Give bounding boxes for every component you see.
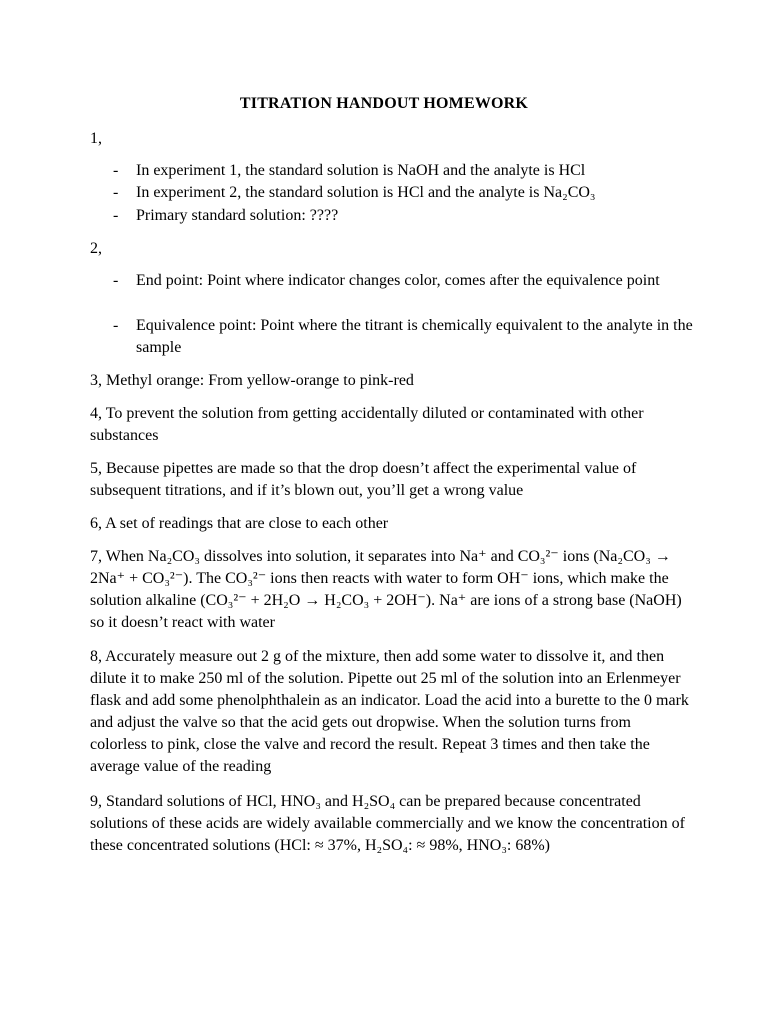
q9-paragraph: 9, Standard solutions of HCl, HNO₃ and H₂SO₄ can be prepared because concentrated solutions of these acids are widely available commercially and we know the concentration of these concentrated solutions (HCl: ≈ 37%, H₂SO₄: ≈ 98%, HNO₃: 68%) <box>90 793 685 854</box>
bullet-dash: - <box>113 272 119 289</box>
q6-paragraph: 6, A set of readings that are close to each other <box>90 515 389 532</box>
q1-bullet-1-text: In experiment 1, the standard solution is NaOH and the analyte is HCl <box>136 162 586 179</box>
bullet-dash: - <box>113 184 119 201</box>
q4-paragraph: 4, To prevent the solution from getting accidentally diluted or contaminated with other substances <box>90 405 644 444</box>
q3-paragraph: 3, Methyl orange: From yellow-orange to pink-red <box>90 372 414 389</box>
q1-bullet-2-text: In experiment 2, the standard solution is HCl and the analyte is Na₂CO₃ <box>136 184 596 201</box>
bullet-dash: - <box>113 162 119 179</box>
q1-bullet-3-text: Primary standard solution: ???? <box>136 207 339 224</box>
q8-paragraph: 8, Accurately measure out 2 g of the mixture, then add some water to dissolve it, and then dilute it to make 250 ml of the solution. Pipette out 25 ml of the solution into an Erlenmeyer flask and add some phenolphthalein as an indicator. Load the acid into a burette to the 0 mark and adjust the valve so that the acid gets out dropwise. When the solution turns from colorless to pink, close the valve and record the result. Repeat 3 times and then take the average value of the reading <box>90 648 689 775</box>
document-title: TITRATION HANDOUT HOMEWORK <box>239 95 529 112</box>
q7-paragraph: 7, When Na₂CO₃ dissolves into solution, it separates into Na⁺ and CO₃²⁻ ions (Na₂CO₃ → 2Na⁺ + CO₃²⁻). The CO₃²⁻ ions then reacts with water to form OH⁻ ions, which make the solution alkaline (CO₃²⁻ + 2H₂O → H₂CO₃ + 2OH⁻). Na⁺ are ions of a strong base (NaOH) so it doesn’t react with water <box>90 548 682 631</box>
q2-bullet-2-text: Equivalence point: Point where the titrant is chemically equivalent to the analyte in the sample <box>136 317 693 356</box>
q1-label: 1, <box>90 130 102 147</box>
q2-label: 2, <box>90 240 102 257</box>
bullet-dash: - <box>113 207 119 224</box>
q5-paragraph: 5, Because pipettes are made so that the drop doesn’t affect the experimental value of subsequent titrations, and if it’s blown out, you’ll get a wrong value <box>90 460 637 499</box>
bullet-dash: - <box>113 317 119 334</box>
q2-bullet-1-text: End point: Point where indicator changes color, comes after the equivalence point <box>136 272 660 289</box>
